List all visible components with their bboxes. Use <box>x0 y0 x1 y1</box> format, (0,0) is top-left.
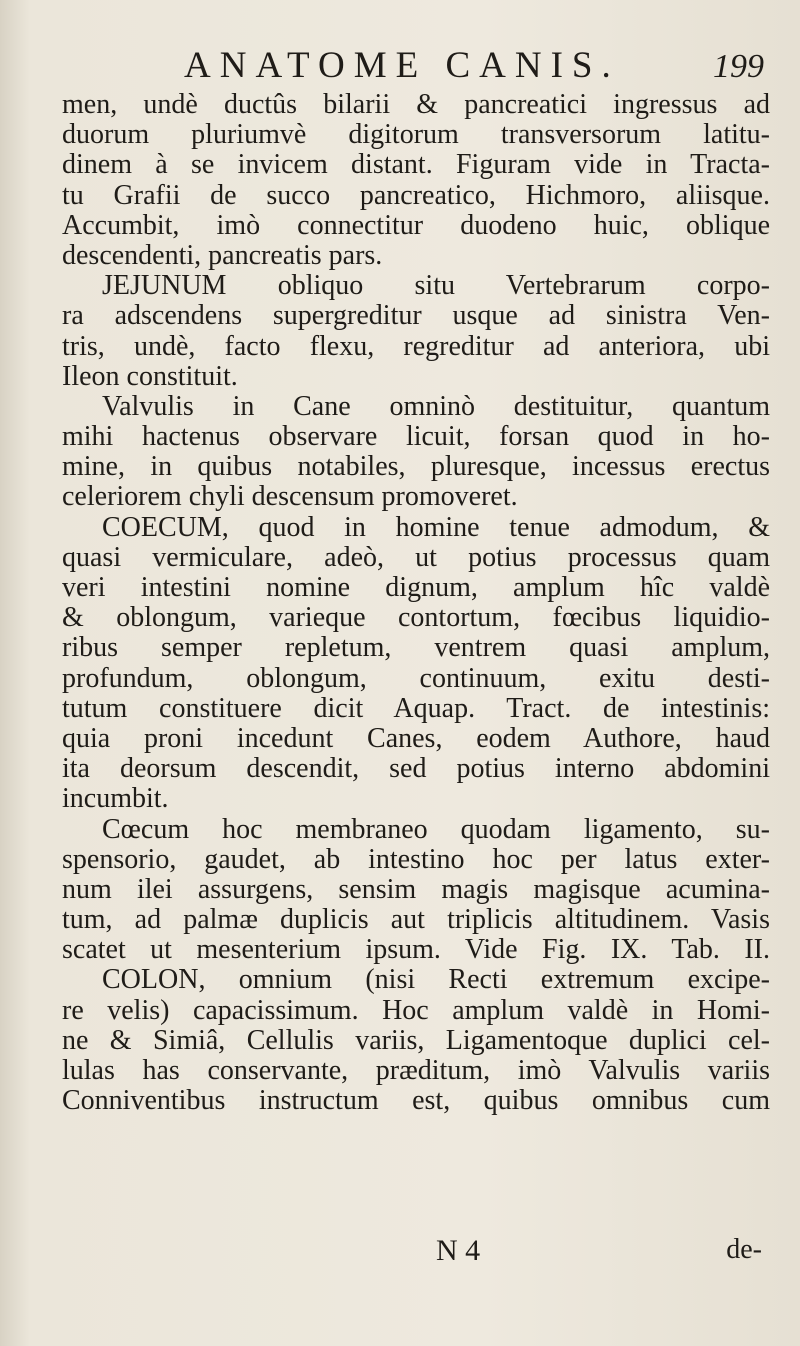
text-line: duorum pluriumvè digitorum transversorum latitu- <box>62 120 770 151</box>
text-line: COLON, omnium (nisi Recti extremum excipe- <box>102 965 770 996</box>
text-line: Conniventibus instructum est, quibus omnibus cum <box>62 1086 770 1117</box>
text-line: JEJUNUM obliquo situ Vertebrarum corpo- <box>102 271 770 302</box>
text-line: tu Grafii de succo pancreatico, Hichmoro, aliisque. <box>62 180 770 211</box>
text-line: quasi vermiculare, adeò, ut potius processus quam <box>62 542 770 573</box>
text-line: celeriorem chyli descensum promoveret. <box>62 482 518 513</box>
text-line: quia proni incedunt Canes, eodem Authore, haud <box>62 723 770 754</box>
text-line: veri intestini nomine dignum, amplum hîc valdè <box>62 573 770 603</box>
text-line: tris, undè, facto flexu, regreditur ad anteriora, ubi <box>62 331 770 362</box>
text-line: mine, in quibus notabiles, pluresque, incessus erectus <box>62 452 770 483</box>
text-line: re velis) capacissimum. Hoc amplum valdè in Homi- <box>62 995 770 1026</box>
page-footer <box>0 1234 800 1274</box>
text-line: Accumbit, imò connectitur duodeno huic, oblique <box>62 210 770 241</box>
text-line: Cœcum hoc membraneo quodam ligamento, su- <box>102 814 770 845</box>
text-line: ne & Simiâ, Cellulis variis, Ligamentoque duplici cel- <box>62 1025 770 1056</box>
text-line: Valvulis in Cane omninò destituitur, quantum <box>102 391 770 422</box>
text-line: mihi hactenus observare licuit, forsan quod in ho- <box>62 422 770 453</box>
text-line: incumbit. <box>62 784 169 815</box>
body-text <box>62 90 770 1116</box>
text-line: COECUM, quod in homine tenue admodum, & <box>102 512 770 543</box>
text-line: ra adscendens supergreditur usque ad sinistra Ven- <box>62 301 770 332</box>
signature-mark: N 4 <box>436 1234 481 1267</box>
text-line: ribus semper repletum, ventrem quasi amplum, <box>62 633 770 664</box>
text-line: tum, ad palmæ duplicis aut triplicis altitudinem. Vasis <box>62 905 770 936</box>
text-line: lulas has conservante, præditum, imò Valvulis variis <box>62 1056 770 1086</box>
text-line: Ileon constituit. <box>62 361 238 392</box>
catchword: de- <box>726 1234 762 1265</box>
text-line: men, undè ductûs bilarii & pancreatici ingressus ad <box>62 90 770 120</box>
text-line: spensorio, gaudet, ab intestino hoc per latus exter- <box>62 844 770 875</box>
text-line: descendenti, pancreatis pars. <box>62 240 383 271</box>
text-line: scatet ut mesenterium ipsum. Vide Fig. IX. Tab. II. <box>62 935 770 966</box>
text-line: profundum, oblongum, continuum, exitu desti- <box>62 663 770 694</box>
text-line: ita deorsum descendit, sed potius interno abdomini <box>62 754 770 785</box>
text-line: & oblongum, varieque contortum, fœcibus liquidio- <box>62 603 770 634</box>
page-number: 199 <box>713 48 764 85</box>
page-header <box>0 44 800 88</box>
text-line: num ilei assurgens, sensim magis magisque acumina- <box>62 874 770 905</box>
running-title: ANATOME CANIS. <box>184 45 620 86</box>
text-line: tutum constituere dicit Aquap. Tract. de intestinis: <box>62 693 770 724</box>
text-line: dinem à se invicem distant. Figuram vide in Tracta- <box>62 150 770 181</box>
